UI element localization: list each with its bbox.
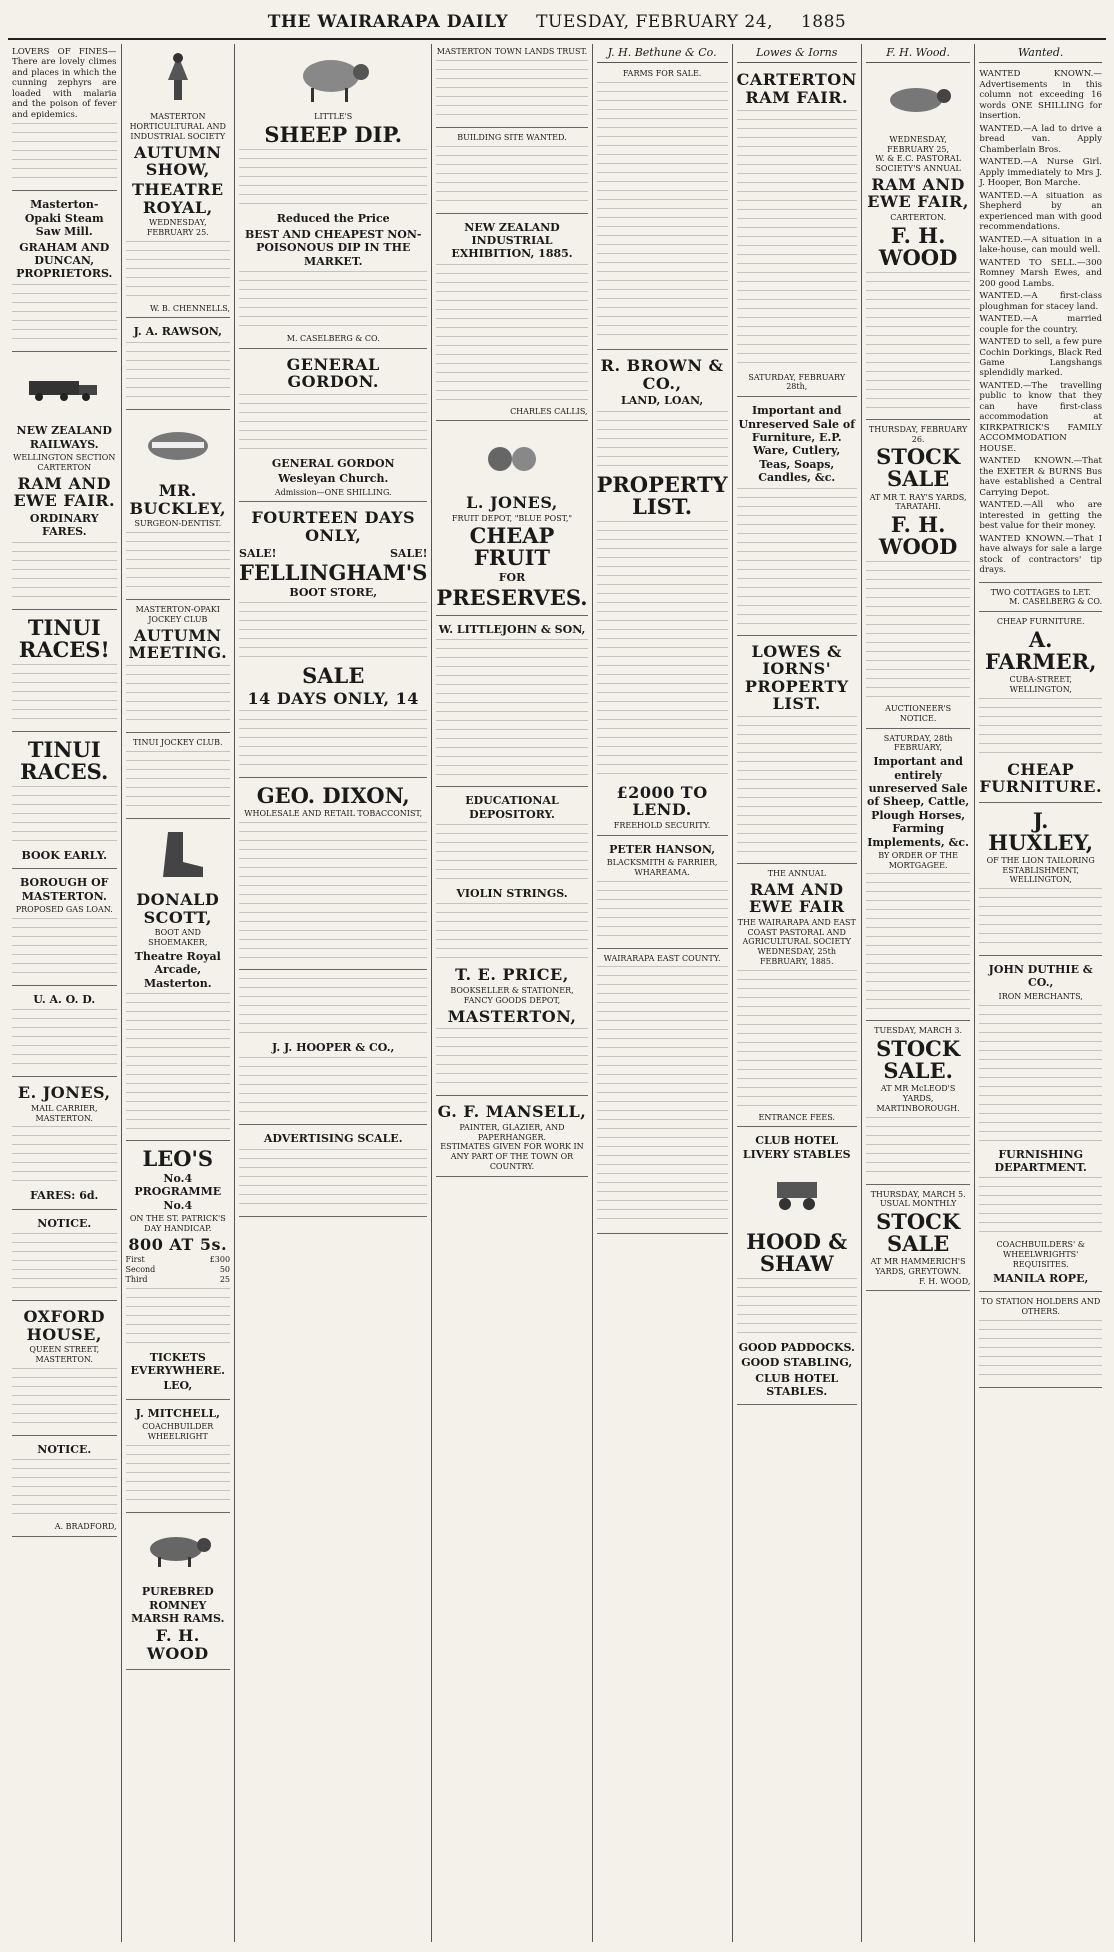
ad-farmer — [979, 614, 1102, 803]
ram-ewe-fair: RAM AND EWE FAIR, — [867, 174, 969, 212]
duthie: JOHN DUTHIE & CO., — [988, 963, 1093, 990]
book-early: BOOK EARLY. — [21, 848, 107, 862]
fellingham: FELLINGHAM'S — [239, 560, 428, 585]
ad-duthie — [979, 958, 1102, 1292]
text-block — [737, 110, 857, 370]
oxford-title: OXFORD HOUSE, — [23, 1307, 106, 1344]
littles: LITTLE'S — [314, 112, 353, 122]
bradford: A. BRADFORD, — [54, 1522, 117, 1532]
railways-fair: RAM AND EWE FAIR. — [13, 473, 116, 511]
wanted-item: WANTED KNOWN.—That I have always for sale a large stock of contractors' tip drays. — [979, 533, 1103, 576]
autumn-meeting: AUTUMN MEETING. — [128, 625, 228, 663]
for: FOR — [498, 571, 526, 585]
station: TO STATION HOLDERS AND OTHERS. — [981, 1297, 1101, 1316]
text-block — [866, 873, 971, 1013]
text-block — [126, 665, 231, 725]
duthie-sub: IRON MERCHANTS, — [998, 991, 1083, 1001]
steamsaw-props: GRAHAM AND DUNCAN, PROPRIETORS. — [16, 240, 113, 281]
sale-big: SALE — [302, 663, 365, 689]
ad-dixon — [239, 780, 427, 970]
sheep-icon — [293, 50, 373, 106]
text-block — [12, 1368, 117, 1428]
text-block — [12, 918, 117, 978]
jones-sub: MAIL CARRIER, MASTERTON. — [31, 1103, 98, 1123]
gordon-2: GENERAL GORDON — [271, 456, 395, 470]
tue-date: TUESDAY, MARCH 3. — [874, 1026, 963, 1036]
ad-stock-sale-1 — [866, 422, 971, 729]
prize-place: Second — [125, 1265, 156, 1275]
building-site: BUILDING SITE WANTED. — [457, 132, 567, 142]
club-stables: CLUB HOTEL LIVERY STABLES — [742, 1134, 851, 1161]
ad-hanson — [597, 838, 728, 949]
leos-amount: 800 AT 5s. — [128, 1234, 228, 1254]
text-block — [597, 411, 728, 471]
farms: FARMS FOR SALE. — [622, 69, 702, 79]
mansell: G. F. MANSELL, — [437, 1102, 587, 1122]
town-lands: MASTERTON TOWN LANDS TRUST. — [436, 47, 588, 56]
ad-tinui-1 — [12, 612, 117, 732]
tinui-title-1: TINUI RACES! — [18, 614, 110, 662]
ad-educational — [436, 789, 587, 1096]
dixon-sub: WHOLESALE AND RETAIL TOBACCONIST, — [244, 809, 423, 819]
ad-tinui-jockey — [126, 735, 231, 819]
admission: Admission—ONE SHILLING. — [274, 487, 392, 497]
chennells: W. B. CHENNELLS, — [150, 303, 231, 313]
ad-exhibition — [436, 216, 587, 422]
jones-fruit-sub: FRUIT DEPOT, "BLUE POST," — [451, 513, 573, 523]
ad-lowes-list — [737, 638, 857, 864]
masthead-date: TUESDAY, FEBRUARY 24, — [536, 12, 773, 32]
ad-railways — [12, 354, 117, 610]
text-block — [239, 1057, 427, 1117]
ad-sheep-dip — [239, 44, 427, 349]
club-stables-2: CLUB HOTEL STABLES. — [755, 1371, 839, 1398]
ad-jones — [12, 1079, 117, 1210]
ad-farms — [597, 66, 728, 350]
wanted-item: WANTED.—A married couple for the country. — [979, 314, 1103, 335]
agri-society: THE WAIRARAPA AND EAST COAST PASTORAL AND AGRICULTURAL SOCIETY — [737, 917, 856, 947]
ad-carterton-ram — [737, 66, 857, 397]
jones-fruit: L. JONES, — [466, 492, 558, 512]
caselberg: M. CASELBERG & CO. — [1009, 597, 1103, 607]
price-place: MASTERTON, — [447, 1006, 577, 1026]
ad-romney — [126, 1515, 231, 1670]
ad-mitchell — [126, 1402, 231, 1513]
manila: MANILA ROPE, — [993, 1271, 1089, 1285]
wanted-item: WANTED.—All who are interested in getting the best value for their money. — [979, 500, 1103, 532]
text-block — [979, 698, 1102, 758]
ad-club-hotel — [737, 1129, 857, 1405]
huxley-sub: OF THE LION TAILORING ESTABLISHMENT, WELLINGTON, — [986, 855, 1095, 885]
gordon-title: GENERAL GORDON. — [286, 354, 380, 392]
ad-uaod — [12, 988, 117, 1077]
wednesday: WEDNESDAY, FEBRUARY 25, — [887, 134, 950, 154]
text-block — [239, 149, 427, 209]
price: T. E. PRICE, — [455, 965, 569, 985]
text-block — [126, 751, 231, 811]
stock-sale-2: STOCK SALE. — [876, 1036, 961, 1084]
important-sale: Important and Unreserved Sale of Furniture, E.P. Ware, Cutlery, Teas, Soaps, Candles, &c. — [738, 404, 855, 485]
carriage-icon — [757, 1166, 837, 1222]
price-sub: BOOKSELLER & STATIONER, — [450, 986, 574, 996]
text-block — [239, 710, 427, 770]
hood-shaw: HOOD & SHAW — [746, 1228, 848, 1276]
coach-req: COACHBUILDERS' & WHEELWRIGHTS' REQUISITES. — [996, 1240, 1085, 1269]
text-block — [12, 284, 117, 344]
paddocks: GOOD PADDOCKS. — [738, 1340, 855, 1354]
prize-amount: 50 — [219, 1265, 231, 1275]
text-block — [737, 716, 857, 856]
rawson: J. A. RAWSON, — [133, 325, 222, 339]
lowes-header: Lowes & Iorns — [737, 44, 857, 63]
surgeon: SURGEON-DENTIST. — [134, 519, 222, 529]
theatre-royal: THEATRE ROYAL, — [131, 179, 224, 217]
wanted-item: WANTED.—A situation in a lake-house, can mould well. — [979, 234, 1103, 256]
property-list: PROPERTY LIST. — [596, 471, 728, 519]
ad-borough — [12, 871, 117, 986]
masthead-title: THE WAIRARAPA DAILY — [267, 12, 509, 32]
entrance-fees: ENTRANCE FEES. — [758, 1112, 835, 1122]
text-block — [436, 264, 587, 404]
wanted-item: WANTED.—The travelling public to know that they can have first-class accommodation at KIRKPATRICK'S FAMILY ACCOMMODATION HOUSE. — [979, 380, 1103, 454]
arcade: Theatre Royal Arcade, Masterton. — [134, 949, 221, 990]
text-block — [126, 1288, 231, 1348]
text-block — [12, 542, 117, 602]
text-block — [436, 1028, 587, 1088]
educational: EDUCATIONAL DEPOSITORY. — [465, 794, 559, 821]
cheap-furniture-2: CHEAP FURNITURE. — [979, 759, 1103, 797]
text-block — [436, 903, 587, 963]
sheep-sale: Important and entirely unreserved Sale of Sheep, Cattle, Plough Horses, Farming Implements, &c. — [866, 755, 970, 849]
railways-fares: ORDINARY FARES. — [29, 511, 99, 539]
text-block — [239, 978, 427, 1038]
exhibition: NEW ZEALAND INDUSTRIAL EXHIBITION, 1885. — [451, 220, 573, 261]
scott-sub: BOOT AND SHOEMAKER, — [148, 928, 208, 948]
masthead — [8, 6, 1106, 40]
masthead-year: 1885 — [800, 12, 847, 32]
boot-store: BOOT STORE, — [289, 586, 378, 600]
text-block — [436, 146, 587, 206]
fourteen-days: FOURTEEN DAYS ONLY, — [251, 508, 416, 545]
ad-fellingham — [239, 504, 427, 778]
sale-tag: SALE! — [239, 546, 277, 560]
leos-title: LEO'S — [142, 1146, 214, 1172]
ad-annual-fair — [737, 866, 857, 1127]
auctioneer-notice: AUCTIONEER'S NOTICE. — [885, 704, 952, 723]
fruit-icon — [472, 429, 552, 485]
brown: R. BROWN & CO., — [600, 356, 724, 393]
column-7 — [862, 44, 976, 1942]
ad-wanted-list — [979, 66, 1102, 582]
uaod-title: U. A. O. D. — [33, 992, 96, 1006]
prize-place: First — [125, 1255, 145, 1265]
railways-sub: WELLINGTON SECTION — [13, 453, 116, 463]
prize-amount: 25 — [219, 1274, 231, 1284]
text-block — [737, 488, 857, 628]
hooper: J. J. HOOPER & CO., — [272, 1040, 395, 1054]
text-block — [597, 82, 728, 342]
cottages: TWO COTTAGES to LET. — [990, 587, 1091, 597]
land-loan: LAND, LOAN, — [621, 394, 704, 408]
wood-header: F. H. Wood. — [866, 44, 971, 63]
stabling: GOOD STABLING, — [741, 1356, 853, 1370]
text-block — [239, 271, 427, 331]
society: W. & E.C. PASTORAL SOCIETY'S ANNUAL — [875, 154, 962, 174]
order: BY ORDER OF THE MORTGAGEE. — [878, 850, 958, 870]
text-block — [979, 888, 1102, 948]
cheap-furniture: CHEAP FURNITURE. — [996, 617, 1085, 627]
text-block — [436, 639, 587, 779]
stock-sale-3: STOCK SALE — [876, 1209, 961, 1257]
ad-stock-sale-2 — [866, 1023, 971, 1184]
text-block — [239, 602, 427, 662]
boot-icon — [138, 827, 218, 883]
railways-place: CARTERTON — [37, 462, 92, 472]
text-block — [979, 1177, 1102, 1237]
ad-east-county — [597, 951, 728, 1235]
sale-tag: SALE! — [389, 546, 428, 560]
estimates: ESTIMATES GIVEN FOR WORK IN ANY PART OF THE TOWN OR COUNTRY. — [440, 1142, 584, 1171]
steamsaw-title: Masterton-Opaki Steam Saw Mill. — [24, 198, 104, 239]
st-patrick: ON THE ST. PATRICK'S DAY HANDICAP. — [129, 1214, 226, 1234]
ad-littlejohn — [436, 618, 587, 787]
column-4 — [432, 44, 592, 1942]
column-5 — [593, 44, 733, 1942]
text-block — [12, 664, 117, 724]
ad-town-lands — [436, 44, 587, 128]
ad-advertising — [239, 1127, 427, 1216]
column-6 — [733, 44, 862, 1942]
ad-mansell — [436, 1098, 587, 1176]
leos-programme: No.4 PROGRAMME No.4 — [134, 1172, 222, 1212]
wood: F. H. WOOD — [878, 222, 958, 270]
column-1 — [8, 44, 122, 1942]
text-block — [866, 1117, 971, 1177]
text-block — [979, 1320, 1102, 1380]
text-block — [12, 1459, 117, 1519]
ad-gordon — [239, 351, 427, 503]
ad-oxford — [12, 1303, 117, 1436]
text-block — [436, 824, 587, 884]
lend: £2000 TO LEND. — [616, 782, 708, 820]
best-dip: BEST AND CHEAPEST NON-POISONOUS DIP IN THE MARKET. — [244, 227, 422, 268]
text-block — [126, 241, 231, 301]
wanted-item: WANTED.—A Nurse Girl. Apply immediately to Mrs J. J. Hooper, Bon Marche. — [979, 157, 1103, 189]
carterton-ram: CARTERTON RAM FAIR. — [736, 70, 857, 107]
prize-row — [126, 1255, 231, 1265]
ad-scott — [126, 821, 231, 1141]
autumn-show: AUTUMN SHOW, — [133, 142, 222, 180]
tinui-jockey: TINUI JOCKEY CLUB. — [132, 737, 223, 747]
wanted-header: Wanted. — [979, 44, 1102, 63]
text-block — [436, 60, 587, 120]
ad-hooper — [239, 972, 427, 1125]
ad-station — [979, 1294, 1102, 1388]
wanted-item: WANTED.—A situation as Shepherd by an experienced man with good recommendations. — [979, 190, 1103, 233]
text-block — [737, 970, 857, 1110]
ad-stock-sale-3 — [866, 1187, 971, 1292]
yards-3: AT MR HAMMERICH'S YARDS, GREYTOWN. — [870, 1257, 966, 1276]
sat-date: SATURDAY, 28th FEBRUARY, — [883, 733, 953, 753]
ad-jockey — [126, 602, 231, 733]
train-icon — [24, 360, 104, 416]
fourteen-days-2: 14 DAYS ONLY, 14 — [247, 688, 419, 708]
prize-amount: £300 — [209, 1255, 231, 1265]
notice-title: NOTICE. — [37, 1216, 92, 1230]
text-block — [866, 272, 971, 412]
caselberg: M. CASELBERG & CO. — [286, 333, 380, 343]
wesleyan: Wesleyan Church. — [278, 472, 389, 486]
buckley-title: MR. BUCKLEY, — [129, 481, 227, 518]
text-block — [12, 1009, 117, 1069]
callis: CHARLES CALLIS, — [510, 406, 588, 416]
ad-huxley — [979, 805, 1102, 956]
ad-jones-fruit — [436, 423, 587, 615]
text-block — [597, 881, 728, 941]
sheep-dip-title: SHEEP DIP. — [264, 122, 403, 148]
price-sub2: FANCY GOODS DEPOT, — [463, 995, 561, 1005]
saturday: SATURDAY, FEBRUARY 28th, — [748, 372, 846, 392]
ad-rawson — [126, 320, 231, 409]
annual: THE ANNUAL — [767, 868, 826, 878]
furnishing: FURNISHING DEPARTMENT. — [994, 1147, 1087, 1175]
wood-2: F. H. WOOD — [878, 512, 958, 560]
ad-sheep-sale — [866, 731, 971, 1022]
sale-tags — [239, 547, 427, 560]
text-block — [12, 123, 117, 183]
prize-place: Third — [125, 1274, 148, 1284]
prize-row — [126, 1265, 231, 1275]
text-block — [866, 561, 971, 701]
tickets: TICKETS EVERYWHERE. — [130, 1350, 225, 1378]
east-county: WAIRARAPA EAST COUNTY. — [603, 953, 721, 963]
ad-horticultural — [126, 44, 231, 318]
ad-notice-2 — [12, 1438, 117, 1537]
wanted-item: WANTED to sell, a few pure Cochin Dorkings, Black Red Game Langshangs splendidly marked. — [979, 337, 1103, 379]
ad-steam-saw — [12, 193, 117, 351]
ad-tinui-2 — [12, 734, 117, 870]
hanson: PETER HANSON, — [609, 842, 716, 856]
lowes-property-list: LOWES & IORNS' PROPERTY LIST. — [744, 641, 849, 714]
stock-sale: STOCK SALE — [876, 444, 961, 492]
column-2 — [122, 44, 236, 1942]
flower-trophy-icon — [138, 50, 218, 106]
mansell-sub: PAINTER, GLAZIER, AND PAPERHANGER. — [459, 1122, 565, 1142]
text-block — [979, 1005, 1102, 1145]
huxley: J. HUXLEY, — [988, 807, 1094, 855]
text-block — [597, 521, 728, 781]
railways-title: NEW ZEALAND RAILWAYS. — [16, 424, 112, 451]
fair-date: WEDNESDAY, 25th FEBRUARY, 1885. — [757, 947, 836, 966]
hort-title: MASTERTON HORTICULTURAL AND INDUSTRIAL SOCIETY — [129, 112, 226, 141]
ad-lovers — [12, 44, 117, 191]
ad-building — [436, 130, 587, 214]
littlejohn: W. LITTLEJOHN & SON, — [438, 622, 586, 636]
violin: VIOLIN STRINGS. — [456, 887, 568, 901]
hort-date: WEDNESDAY, FEBRUARY 25. — [146, 218, 209, 237]
jockey-club: MASTERTON-OPAKI JOCKEY CLUB — [135, 605, 220, 624]
dixon: GEO. DIXON, — [256, 783, 410, 809]
advertising-scale: ADVERTISING SCALE. — [263, 1132, 403, 1146]
wanted-item: WANTED.—A lad to drive a bread van. Apply Chamberlain Bros. — [979, 123, 1103, 155]
freehold: FREEHOLD SECURITY. — [613, 821, 711, 831]
borough-title: BOROUGH OF MASTERTON. — [20, 876, 109, 903]
jones-fares: FARES: 6d. — [30, 1189, 99, 1203]
reduced-price: Reduced the Price — [276, 212, 390, 226]
tinui-title-2: TINUI RACES. — [20, 736, 109, 784]
ad-notice — [12, 1212, 117, 1301]
farmer: A. FARMER, — [984, 626, 1097, 674]
text-block — [126, 532, 231, 592]
text-block — [126, 342, 231, 402]
leo-sign: LEO, — [163, 1379, 193, 1393]
preserves: PRESERVES. — [436, 584, 588, 610]
text-block — [12, 1233, 117, 1293]
ad-cottages — [979, 585, 1102, 613]
ad-important — [737, 399, 857, 635]
ad-brown — [597, 352, 728, 836]
text-block — [12, 786, 117, 846]
thu-march: THURSDAY, MARCH 5. — [870, 1189, 966, 1199]
text-block — [239, 394, 427, 454]
notice2-title: NOTICE. — [37, 1442, 92, 1456]
jones-title: E. JONES, — [17, 1083, 111, 1103]
ad-ram-ewe-fair — [866, 66, 971, 420]
column-3 — [235, 44, 432, 1942]
farmer-sub: CUBA-STREET, WELLINGTON, — [1009, 675, 1072, 694]
carterton: CARTERTON. — [890, 213, 946, 223]
text-block — [597, 966, 728, 1226]
wanted-item: WANTED KNOWN.—That the EXETER & BURNS Bus have established a Central Carrying Depot. — [979, 456, 1103, 498]
bethune-header: J. H. Bethune & Co. — [597, 44, 728, 63]
wanted-item: WANTED KNOWN.—Advertisements in this column not exceeding 16 words ONE SHILLING for insertion. — [979, 69, 1103, 122]
wanted-item: WANTED.—A first-class ploughman for stacey land. — [979, 291, 1103, 312]
mitchell: J. MITCHELL, — [135, 1406, 220, 1420]
text-block — [239, 822, 427, 962]
hanson-sub: BLACKSMITH & FARRIER, WHAREAMA. — [606, 858, 718, 877]
romney: PUREBRED ROMNEY MARSH RAMS. — [131, 1585, 225, 1626]
wood-3: F. H. WOOD, — [918, 1276, 971, 1286]
yards-2: AT MR McLEOD'S YARDS, MARTINBOROUGH. — [876, 1084, 960, 1113]
text-block — [126, 1445, 231, 1505]
mitchell-sub: COACHBUILDER WHEELRIGHT — [142, 1422, 214, 1441]
teeth-icon — [138, 418, 218, 474]
monthly: USUAL MONTHLY — [879, 1199, 957, 1209]
text-block — [239, 1149, 427, 1209]
thursday: THURSDAY, FEBRUARY 26. — [868, 424, 968, 444]
wanted-item: WANTED TO SELL.—300 Romney Marsh Ewes, and 200 good Lambs. — [979, 257, 1103, 289]
ram-ewe: RAM AND EWE FAIR — [748, 879, 845, 917]
oxford-sub: QUEEN STREET, MASTERTON. — [29, 1345, 100, 1365]
prize-row — [126, 1275, 231, 1285]
text-block — [12, 1126, 117, 1186]
gas-loan: PROPOSED GAS LOAN. — [15, 905, 113, 915]
column-8 — [975, 44, 1106, 1942]
ad-buckley — [126, 412, 231, 600]
yards: AT MR T. RAY'S YARDS, TARATAHI. — [869, 492, 967, 512]
cheap-fruit: CHEAP FRUIT — [469, 523, 555, 571]
ad-leos — [126, 1143, 231, 1400]
sheep-icon — [878, 72, 958, 128]
text-block — [737, 1278, 857, 1338]
wood-sign: F. H. WOOD — [146, 1626, 209, 1664]
text-block — [126, 993, 231, 1133]
intro-text: LOVERS OF FINES—There are lovely climes and places in which the cunning zephyrs are loaded with malaria and the poison of fever and epidemics. — [12, 47, 117, 120]
ram-icon — [138, 1521, 218, 1577]
scott-title: DONALD SCOTT, — [136, 890, 220, 927]
